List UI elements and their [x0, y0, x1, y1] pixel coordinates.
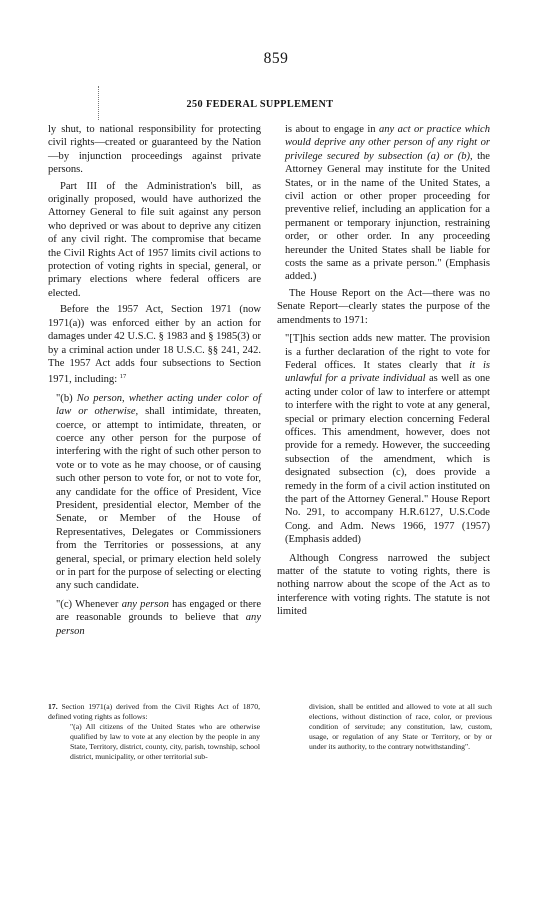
page-number: 859 [263, 50, 289, 67]
paragraph: Although Congress narrowed the subject matter of the statute to voting rights, there is nothing narrow about the scope of the Act as to interference with voting rights. The statute is not limited [277, 552, 490, 618]
house-report-quote [285, 332, 490, 547]
quote-text: shall intimidate, threaten, coerce, or attempt to intimidate, threaten, or coerce any other person for the purpose of interfering with the right of such other person to vote or to vote as he may choose, or of causing such other person to vote for, or not to vote for, any candidate for the office of President, Vice President, presidential elector, Member of the Senate, or Member of the House of Representatives, Delegates or Commissioners from the Territories or possessions, at any general, special, or primary election held solely or in part for the purpose of selecting or electing any such candidate. [56, 406, 261, 592]
quote-text: as well as one acting under color of law to interfere or attempt to interfere with the right to vote at any general, special or primary election concerning Federal offices. This amendment, however, does not provide for a remedy. However, the succeeding subsection of the amendment, which is designated subsection (c), does provide a remedy in the form of a civil action instituted on the part of the Attorney General." House Report No. 291, to accompany H.R.6127, U.S.Code Cong. and Adm. News 1966, 1977 (1957) (Emphasis added) [285, 373, 490, 546]
quote-text: "(b) [56, 392, 77, 404]
statute-quote-b [56, 392, 261, 593]
quote-text: is about to engage in [285, 124, 379, 135]
footnote-ref: 17 [119, 373, 127, 381]
paragraph: ly shut, to national responsibility for protecting civil rights—created or guaranteed by the Nation—by injunction proceedings against private persons. [48, 124, 261, 176]
quote-text: "[T]his section adds new matter. The provision is a further declaration of the right to vote for Federal offices. It states clearly that [285, 333, 490, 371]
quote-text: has engaged or there are reasonable grounds to believe that [56, 598, 261, 624]
quote-text: the Attorney General may institute for the United States, or in the name of the United States, a civil action or other proper proceeding for preventive relief, including an application for a permanent or temporary injunction, restraining order, or other order. In any proceeding hereunder the United States shall be liable for costs the same as a private person." (Emphasis added.) [285, 150, 490, 283]
footnote-number: 17. [48, 702, 58, 711]
left-column [48, 123, 261, 638]
quote-text: "(c) Whenever [56, 598, 122, 610]
footnote-quote: "(a) All citizens of the United States who are otherwise qualified by law to vote at any election by the people in any State, Territory, district, county, city, parish, township, school district, municipality, or other territorial sub- [70, 722, 260, 761]
quote-emphasis: it is unlawful for a private individual [285, 359, 490, 385]
footnote-left [48, 702, 260, 762]
right-column [277, 123, 490, 619]
quote-emphasis: No person, whether acting under color of law or otherwise, [56, 392, 261, 418]
footnote-quote-continued: division, shall be entitled and allowed to vote at all such elections, without distinction of race, color, or previous condition of servitude; any constitution, law, custom, usage, or regulation of any State or Territory, or by or under its authority, to the contrary notwithstanding". [309, 702, 492, 751]
footnote-intro [48, 702, 260, 722]
running-head: 250 FEDERAL SUPPLEMENT [186, 99, 334, 110]
quote-emphasis: any person [56, 612, 261, 637]
quote-emphasis: any person [121, 598, 169, 610]
paragraph-text: Before the 1957 Act, Section 1971 (now 1971(a)) was enforced either by an action for damages under 42 U.S.C. § 1983 and § 1985(3) or by a criminal action under 18 U.S.C. §§ 241, 242. The 1957 Act adds four subsections to Section 1971, including: [48, 304, 261, 386]
statute-quote-c [56, 598, 261, 638]
paragraph: The House Report on the Act—there was no Senate Report—clearly states the purpose of the amendments to 1971: [277, 287, 490, 326]
paragraph [48, 303, 261, 386]
footnote-text: Section 1971(a) derived from the Civil Rights Act of 1870, defined voting rights as follows: [48, 702, 261, 721]
statute-quote-c-continued [285, 123, 490, 284]
quote-emphasis: any act or practice which would deprive any other person of any right or privilege secured by subsection (a) or (b), [285, 124, 490, 162]
footnote-right [287, 702, 492, 752]
paragraph: Part III of the Administration's bill, as originally proposed, would have authorized the Attorney General to file suit against any person who deprived or was about to deprive any citizen of any civil right. The compromise that became the Civil Rights Act of 1957 limits civil actions to protection of voting rights in special, general, or primary elections where federal officers are elected. [48, 180, 261, 299]
